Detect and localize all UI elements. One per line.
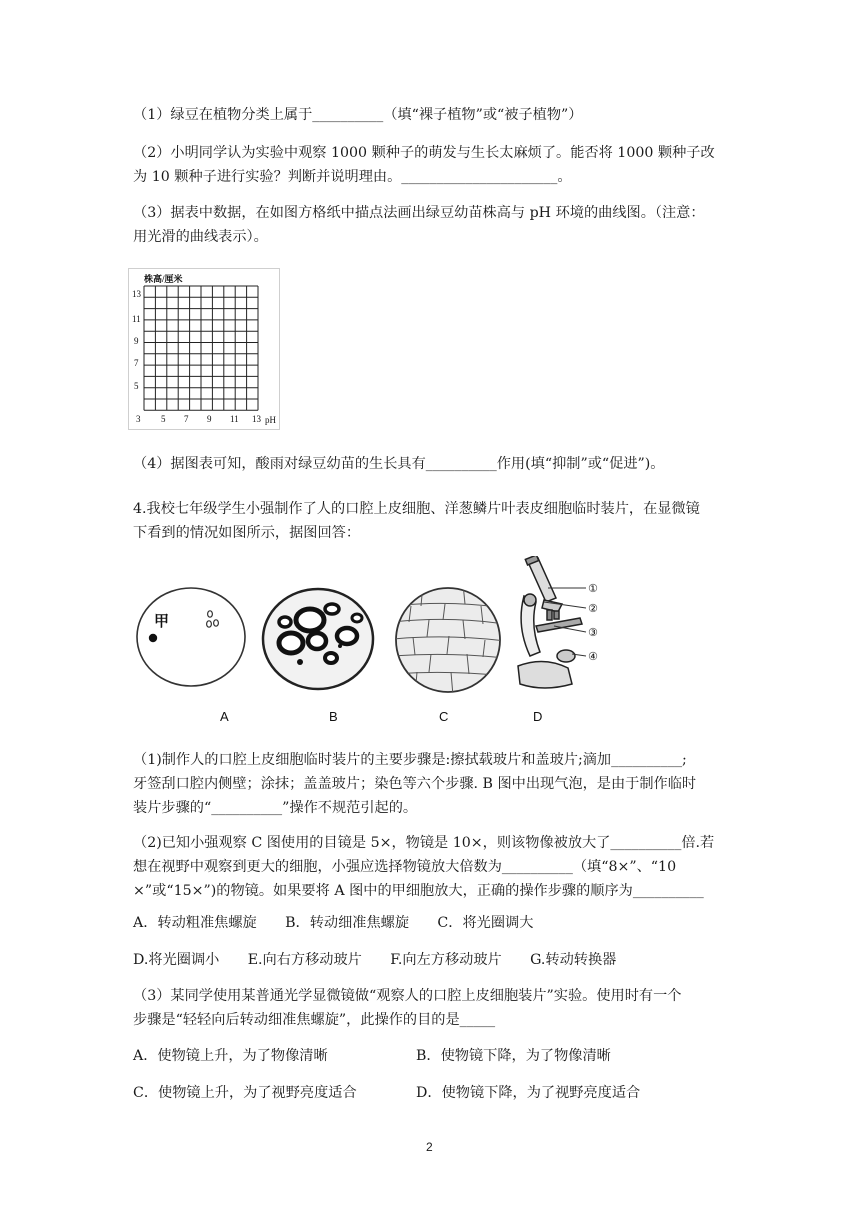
choice-d: D．使物镜下降，为了视野亮度适合 — [416, 1085, 641, 1101]
figure-label-a: A — [220, 709, 229, 724]
marker-2: ② — [588, 602, 598, 615]
choice-b: B．使物镜下降，为了物像清晰 — [416, 1048, 611, 1064]
q3-part3-line1: （3）据表中数据，在如图方格纸中描点法画出绿豆幼苗株高与 pH 环境的曲线图。（注意： — [133, 205, 705, 221]
q3-part3-line2: 用光滑的曲线表示）。 — [133, 229, 268, 245]
q4-part3-line1: （3）某同学使用某普通光学显微镜做“观察人的口腔上皮细胞装片”实验。使用时有一个 — [133, 988, 682, 1004]
cell-jia-label: 甲 — [154, 613, 170, 630]
figure-label-b: B — [329, 709, 338, 724]
graph-y-ticks — [132, 289, 142, 391]
choice-a: A．使物镜上升，为了物像清晰 — [133, 1048, 328, 1064]
q3-part4: （4）据图表可知，酸雨对绿豆幼苗的生长具有__________作用(填“抑制”或“促进”)。 — [133, 456, 665, 472]
x-tick: 5 — [161, 414, 166, 424]
air-bubble — [279, 617, 291, 627]
q4-part2-line2: 想在视野中观察到更大的细胞，小强应选择物镜放大倍数为__________（填“8×”、“10 — [133, 859, 677, 875]
figure-label-d: D — [533, 709, 543, 724]
q4-intro-line2: 下看到的情况如图所示，据图回答： — [133, 525, 361, 541]
x-tick: 7 — [184, 414, 189, 424]
q4-intro-line1: 4.我校七年级学生小强制作了人的口腔上皮细胞、洋葱鳞片叶表皮细胞临时装片，在显微镜 — [133, 501, 700, 517]
microscope-base — [518, 661, 572, 688]
graph-x-ticks — [136, 414, 277, 425]
y-tick: 13 — [132, 289, 141, 299]
y-tick: 9 — [134, 336, 139, 346]
q4-options-line2: D.将光圈调小 E.向右方移动玻片 F.向左方移动玻片 G.转动转换器 — [133, 952, 617, 968]
x-tick: 13 — [252, 414, 261, 424]
y-tick: 7 — [134, 358, 139, 368]
q4-part2-line1: （2)已知小强观察 C 图使用的目镜是 5×，物镜是 10×，则该物像被放大了__________倍.若 — [133, 835, 715, 851]
q3-part1: （1）绿豆在植物分类上属于__________（填“裸子植物”或“被子植物”） — [133, 107, 583, 123]
choice-c: C．使物镜上升，为了视野亮度适合 — [133, 1085, 357, 1101]
cell-jia — [149, 634, 157, 642]
figure-label-c: C — [439, 709, 449, 724]
q4-part3-line2: 步骤是“轻轻向后转动细准焦螺旋”，此操作的目的是_____ — [133, 1012, 496, 1028]
marker-4: ④ — [588, 650, 598, 663]
x-tick: 3 — [136, 414, 141, 424]
figure-b-bubbles-view — [260, 586, 378, 694]
q4-part1-line3: 装片步骤的“__________”操作不规范引起的。 — [133, 800, 418, 816]
graph-ylabel: 株高/厘米 — [144, 274, 183, 284]
y-tick: 11 — [132, 314, 141, 324]
x-axis-label: pH — [265, 415, 276, 425]
q4-part1-line2: 牙签刮口腔内侧壁；涂抹；盖盖玻片；染色等六个步骤. B 图中出现气泡，是由于制作临时 — [133, 776, 697, 792]
q4-part1-line1: （1)制作人的口腔上皮细胞临时装片的主要步骤是:擦拭载玻片和盖玻片;滴加__________; — [133, 752, 687, 768]
graph-paper — [128, 268, 280, 430]
page-number: 2 — [426, 1140, 433, 1154]
q4-part2-line3: ×”或“15×”)的物镜。如果要将 A 图中的甲细胞放大，正确的操作步骤的顺序为__________ — [133, 883, 704, 899]
reflector-mirror — [557, 650, 575, 662]
figure-c-onion-cells-view — [393, 584, 505, 696]
x-tick: 11 — [230, 414, 239, 424]
marker-3: ③ — [588, 626, 598, 639]
air-bubble — [279, 633, 303, 653]
x-tick: 9 — [207, 414, 212, 424]
q3-part2-line1: （2）小明同学认为实验中观察 1000 颗种子的萌发与生长太麻烦了。能否将 1000 颗种子改 — [133, 145, 715, 161]
air-bubble — [296, 609, 324, 631]
figure-d-microscope — [514, 556, 618, 694]
air-bubble — [352, 614, 362, 622]
coarse-focus-knob — [524, 594, 536, 606]
figure-a-view — [134, 586, 250, 692]
y-tick: 5 — [134, 381, 139, 391]
air-bubble — [308, 633, 326, 649]
marker-1: ① — [588, 582, 598, 595]
q3-part2-line2: 为 10 颗种子进行实验？判断并说明理由。______________________。 — [133, 169, 572, 185]
air-bubble — [325, 604, 339, 614]
air-bubble — [325, 653, 337, 663]
q4-options-line1: A．转动粗准焦螺旋 B．转动细准焦螺旋 C．将光圈调大 — [133, 915, 534, 931]
graph-grid — [144, 286, 258, 410]
air-bubble — [337, 628, 357, 644]
